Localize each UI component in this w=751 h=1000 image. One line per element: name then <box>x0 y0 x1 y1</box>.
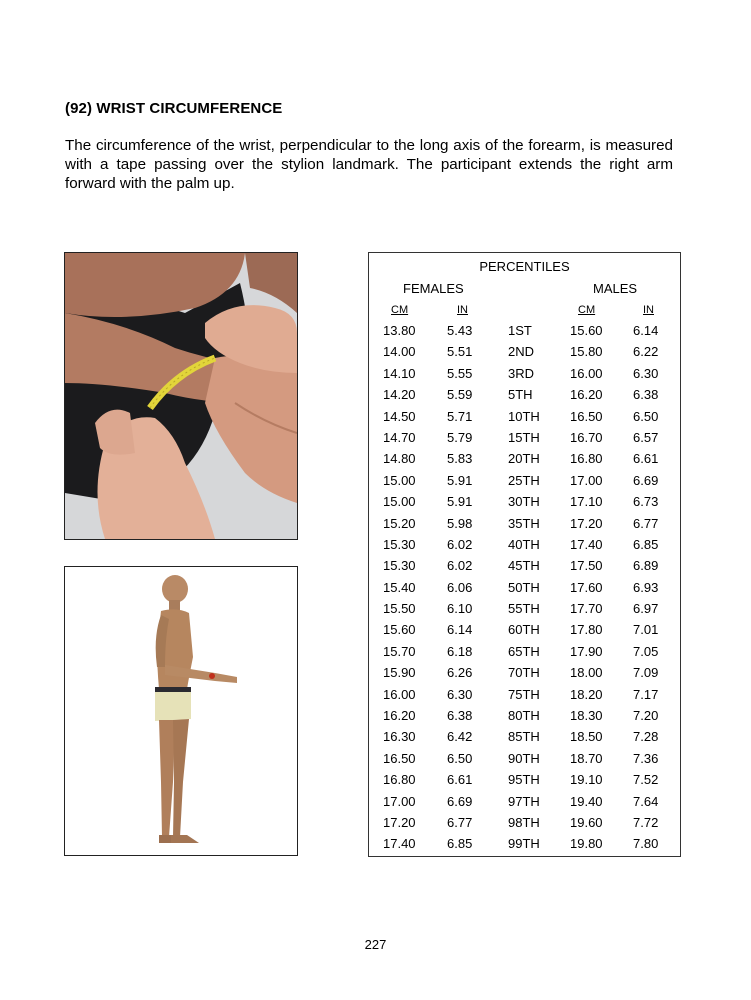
male-cm-cell: 18.70 <box>570 750 603 766</box>
female-cm-cell: 16.80 <box>383 772 416 788</box>
male-in-cell: 6.14 <box>633 323 659 338</box>
female-cm-cell: 16.20 <box>383 708 416 724</box>
male-cm-cell: 16.00 <box>570 365 603 381</box>
female-cm-cell: 15.90 <box>383 665 416 681</box>
male-in-cell: 7.01 <box>633 622 659 638</box>
female-in-cell: 5.51 <box>447 344 473 360</box>
males-label: MALES <box>593 281 638 296</box>
percentile-cell: 85TH <box>508 729 540 745</box>
male-in-cell: 7.64 <box>633 793 659 809</box>
table-row <box>369 599 680 620</box>
female-in-cell: 6.02 <box>447 558 473 574</box>
female-in-cell: 6.42 <box>447 729 473 745</box>
table-row <box>369 556 680 577</box>
table-row <box>369 620 680 641</box>
female-in-cell: 5.71 <box>447 408 473 424</box>
female-in-cell: 5.55 <box>447 365 473 381</box>
female-cm-cell: 14.10 <box>383 365 416 381</box>
male-in-cell: 7.17 <box>633 686 659 702</box>
female-in-cell: 6.38 <box>447 708 473 724</box>
table-row <box>369 770 680 791</box>
table-row <box>369 642 680 663</box>
table-row <box>369 342 680 363</box>
female-in-cell: 5.91 <box>447 472 473 488</box>
table-heading: PERCENTILES <box>479 259 570 274</box>
female-cm-cell: 14.20 <box>383 387 416 403</box>
male-in-cell: 6.89 <box>633 558 659 574</box>
male-cm-cell: 17.00 <box>570 472 603 488</box>
percentile-cell: 95TH <box>508 772 540 788</box>
female-in-cell: 5.98 <box>447 515 473 531</box>
page-title: (92) WRIST CIRCUMFERENCE <box>65 100 283 117</box>
female-in-cell: 6.02 <box>447 536 473 552</box>
percentile-cell: 98TH <box>508 814 540 830</box>
percentile-cell: 80TH <box>508 708 540 724</box>
male-in-cell: 7.72 <box>633 814 659 830</box>
female-cm-cell: 14.50 <box>383 408 416 424</box>
male-in-cell: 6.61 <box>633 451 659 467</box>
female-in-cell: 6.10 <box>447 601 473 617</box>
male-in-cell: 6.50 <box>633 408 659 424</box>
female-cm-cell: 16.50 <box>383 750 416 766</box>
description-paragraph: The circumference of the wrist, perpendicular to the long axis of the forearm, is measured with a tape passing over the stylion landmark. The participant extends the right arm forward with the palm up. <box>65 137 673 192</box>
male-cm-header: CM <box>578 304 596 316</box>
male-in-cell: 6.85 <box>633 536 659 552</box>
females-label: FEMALES <box>403 281 464 296</box>
table-row <box>369 385 680 406</box>
male-cm-cell: 17.10 <box>570 494 603 510</box>
page-number: 227 <box>364 937 387 952</box>
percentile-cell: 65TH <box>508 643 540 659</box>
male-cm-cell: 18.00 <box>570 665 603 681</box>
male-cm-cell: 19.80 <box>570 836 603 852</box>
male-in-header: IN <box>643 304 654 316</box>
female-in-cell: 5.43 <box>447 323 473 338</box>
female-in-cell: 6.26 <box>447 665 473 681</box>
female-cm-cell: 15.00 <box>383 494 416 510</box>
percentile-cell: 75TH <box>508 686 540 702</box>
female-cm-cell: 15.60 <box>383 622 416 638</box>
table-row <box>369 578 680 599</box>
female-in-cell: 6.18 <box>447 643 473 659</box>
female-cm-cell: 14.70 <box>383 429 416 445</box>
male-cm-cell: 17.80 <box>570 622 603 638</box>
male-in-cell: 6.30 <box>633 365 659 381</box>
male-cm-cell: 18.30 <box>570 708 603 724</box>
female-in-cell: 6.30 <box>447 686 473 702</box>
female-in-cell: 5.79 <box>447 429 473 445</box>
male-cm-cell: 19.40 <box>570 793 603 809</box>
female-cm-cell: 16.00 <box>383 686 416 702</box>
male-cm-cell: 17.90 <box>570 643 603 659</box>
percentile-cell: 3RD <box>508 365 535 381</box>
table-row <box>369 685 680 706</box>
female-in-cell: 5.83 <box>447 451 473 467</box>
female-cm-cell: 17.40 <box>383 836 416 852</box>
percentile-cell: 2ND <box>508 344 535 360</box>
female-cm-cell: 15.30 <box>383 558 416 574</box>
table-row <box>369 535 680 556</box>
male-in-cell: 7.52 <box>633 772 659 788</box>
male-cm-cell: 18.20 <box>570 686 603 702</box>
female-cm-cell: 15.30 <box>383 536 416 552</box>
male-cm-cell: 15.80 <box>570 344 603 360</box>
male-cm-cell: 16.20 <box>570 387 603 403</box>
table-row <box>369 428 680 449</box>
percentile-cell: 45TH <box>508 558 540 574</box>
table-row <box>369 364 680 385</box>
female-cm-cell: 15.70 <box>383 643 416 659</box>
body-model-figure <box>64 566 298 856</box>
female-in-header: IN <box>457 304 468 316</box>
male-cm-cell: 16.70 <box>570 429 603 445</box>
female-cm-cell: 15.50 <box>383 601 416 617</box>
male-in-cell: 6.38 <box>633 387 659 403</box>
percentile-cell: 35TH <box>508 515 540 531</box>
table-row <box>369 321 680 342</box>
table-row <box>369 514 680 535</box>
table-row <box>369 749 680 770</box>
male-cm-cell: 17.50 <box>570 558 603 574</box>
percentile-table <box>368 252 681 857</box>
table-row <box>369 792 680 813</box>
female-in-cell: 6.85 <box>447 836 473 852</box>
table-row <box>369 706 680 727</box>
table-row <box>369 471 680 492</box>
table-row <box>369 727 680 748</box>
male-cm-cell: 17.70 <box>570 601 603 617</box>
female-cm-cell: 14.80 <box>383 451 416 467</box>
male-in-cell: 6.97 <box>633 601 659 617</box>
female-in-cell: 6.50 <box>447 750 473 766</box>
male-in-cell: 6.22 <box>633 344 659 360</box>
female-in-cell: 6.06 <box>447 579 473 595</box>
wrist-measurement-photo <box>64 252 298 540</box>
percentile-cell: 40TH <box>508 536 540 552</box>
male-in-cell: 6.73 <box>633 494 659 510</box>
female-in-cell: 5.91 <box>447 494 473 510</box>
percentile-cell: 1ST <box>508 323 532 338</box>
female-cm-cell: 16.30 <box>383 729 416 745</box>
female-cm-cell: 13.80 <box>383 323 416 338</box>
male-in-cell: 6.77 <box>633 515 659 531</box>
male-in-cell: 7.05 <box>633 643 659 659</box>
male-in-cell: 6.69 <box>633 472 659 488</box>
male-in-cell: 7.20 <box>633 708 659 724</box>
male-cm-cell: 18.50 <box>570 729 603 745</box>
female-cm-header: CM <box>391 304 409 316</box>
table-row <box>369 407 680 428</box>
male-cm-cell: 17.20 <box>570 515 603 531</box>
female-cm-cell: 15.20 <box>383 515 416 531</box>
female-cm-cell: 17.20 <box>383 814 416 830</box>
male-cm-cell: 17.40 <box>570 536 603 552</box>
percentile-cell: 97TH <box>508 793 540 809</box>
female-in-cell: 6.14 <box>447 622 473 638</box>
female-in-cell: 6.77 <box>447 814 473 830</box>
female-cm-cell: 14.00 <box>383 344 416 360</box>
male-cm-cell: 19.60 <box>570 814 603 830</box>
female-cm-cell: 15.00 <box>383 472 416 488</box>
male-cm-cell: 17.60 <box>570 579 603 595</box>
female-in-cell: 6.61 <box>447 772 473 788</box>
male-cm-cell: 16.50 <box>570 408 603 424</box>
table-row <box>369 813 680 834</box>
male-in-cell: 6.57 <box>633 429 659 445</box>
percentile-cell: 55TH <box>508 601 540 617</box>
percentile-cell: 70TH <box>508 665 540 681</box>
table-row <box>369 834 680 855</box>
percentile-cell: 99TH <box>508 836 540 852</box>
male-cm-cell: 19.10 <box>570 772 603 788</box>
table-row <box>369 663 680 684</box>
percentile-cell: 5TH <box>508 387 533 403</box>
percentile-cell: 20TH <box>508 451 540 467</box>
female-cm-cell: 17.00 <box>383 793 416 809</box>
male-in-cell: 7.28 <box>633 729 659 745</box>
male-in-cell: 7.36 <box>633 750 659 766</box>
male-cm-cell: 15.60 <box>570 323 603 338</box>
table-row <box>369 492 680 513</box>
female-in-cell: 5.59 <box>447 387 473 403</box>
percentile-cell: 10TH <box>508 408 540 424</box>
male-in-cell: 7.80 <box>633 836 659 852</box>
percentile-cell: 90TH <box>508 750 540 766</box>
female-cm-cell: 15.40 <box>383 579 416 595</box>
male-in-cell: 6.93 <box>633 579 659 595</box>
percentile-cell: 50TH <box>508 579 540 595</box>
percentile-cell: 60TH <box>508 622 540 638</box>
female-in-cell: 6.69 <box>447 793 473 809</box>
male-in-cell: 7.09 <box>633 665 659 681</box>
percentile-cell: 25TH <box>508 472 540 488</box>
male-cm-cell: 16.80 <box>570 451 603 467</box>
percentile-cell: 30TH <box>508 494 540 510</box>
percentile-cell: 15TH <box>508 429 540 445</box>
table-row <box>369 449 680 470</box>
